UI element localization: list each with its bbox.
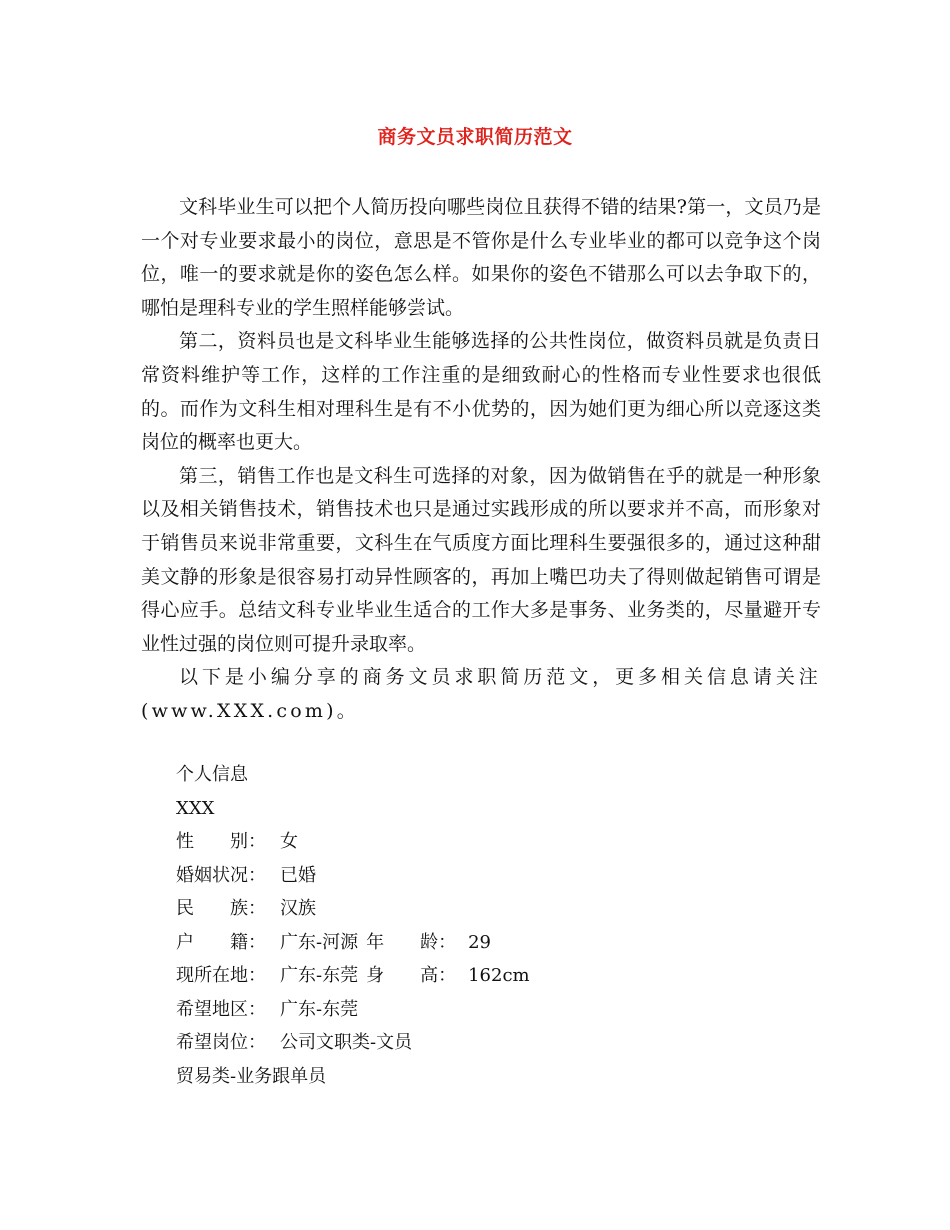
info-region-row — [176, 993, 530, 1027]
paragraph-2: 第二，资料员也是文科毕业生能够选择的公共性岗位，做资料员就是负责日常资料维护等工作，这样的工作注重的是细致耐心的性格而专业性要求也很低的。而作为文科生相对理科生是有不小优势的，因为她们更为细心所以竞逐这类岗位的概率也更大。 — [141, 330, 821, 454]
document-body — [141, 191, 821, 729]
marital-label: 婚姻状况： — [176, 864, 266, 886]
position-label: 希望岗位： — [176, 1032, 266, 1053]
location-label: 现所在地： — [176, 965, 266, 986]
info-section-heading — [176, 758, 530, 792]
ethnicity-label: 民 族： — [176, 898, 266, 919]
location-value: 广东-东莞 — [280, 965, 359, 986]
info-location-row — [176, 959, 530, 993]
document-title: 商务文员求职简历范文 — [377, 126, 573, 148]
marital-value: 已婚 — [280, 864, 316, 886]
personal-info — [176, 758, 530, 1093]
gender-value: 女 — [280, 831, 298, 852]
paragraph-3: 第三，销售工作也是文科生可选择的对象，因为做销售在乎的就是一种形象以及相关销售技术，销售技术也只是通过实践形成的所以要求并不高，而形象对于销售员来说非常重要，文科生在气质度方面比理科生要强很多的，通过这种甜美文静的形象是很容易打动异性顾客的，再加上嘴巴功夫了得则做起销售可谓是得心应手。总结文科专业毕业生适合的工作大多是事务、业务类的，尽量避开专业性过强的岗位则可提升录取率。 — [141, 464, 821, 655]
age-label: 年 龄： — [366, 931, 457, 953]
position2-value: 贸易类-业务跟单员 — [176, 1065, 327, 1087]
hukou-value: 广东-河源 — [280, 931, 359, 953]
info-gender-row — [176, 825, 530, 859]
ethnicity-value: 汉族 — [280, 898, 316, 919]
info-name-row — [176, 792, 530, 826]
info-marital-row — [176, 859, 530, 893]
gender-label: 性 别： — [176, 831, 266, 852]
section-heading: 个人信息 — [176, 764, 248, 785]
name-value: XXX — [176, 797, 215, 819]
hukou-label: 户 籍： — [176, 931, 266, 953]
region-value: 广东-东莞 — [280, 998, 359, 1020]
info-position2-row — [176, 1060, 530, 1094]
position-value: 公司文职类-文员 — [280, 1032, 413, 1053]
age-value: 29 — [468, 931, 491, 953]
info-hukou-row — [176, 926, 530, 960]
region-label: 希望地区： — [176, 998, 266, 1020]
info-position-row — [176, 1026, 530, 1060]
info-ethnicity-row — [176, 892, 530, 926]
paragraph-1: 文科毕业生可以把个人简历投向哪些岗位且获得不错的结果?第一，文员乃是一个对专业要求最小的岗位，意思是不管你是什么专业毕业的都可以竞争这个岗位，唯一的要求就是你的姿色怎么样。如果你的姿色不错那么可以去争取下的，哪怕是理科专业的学生照样能够尝试。 — [141, 196, 821, 319]
height-label: 身 高： — [366, 965, 457, 986]
paragraph-4: 以下是小编分享的商务文员求职简历范文，更多相关信息请关注(www.XXX.com)。 — [141, 666, 821, 722]
height-value: 162cm — [468, 965, 530, 986]
